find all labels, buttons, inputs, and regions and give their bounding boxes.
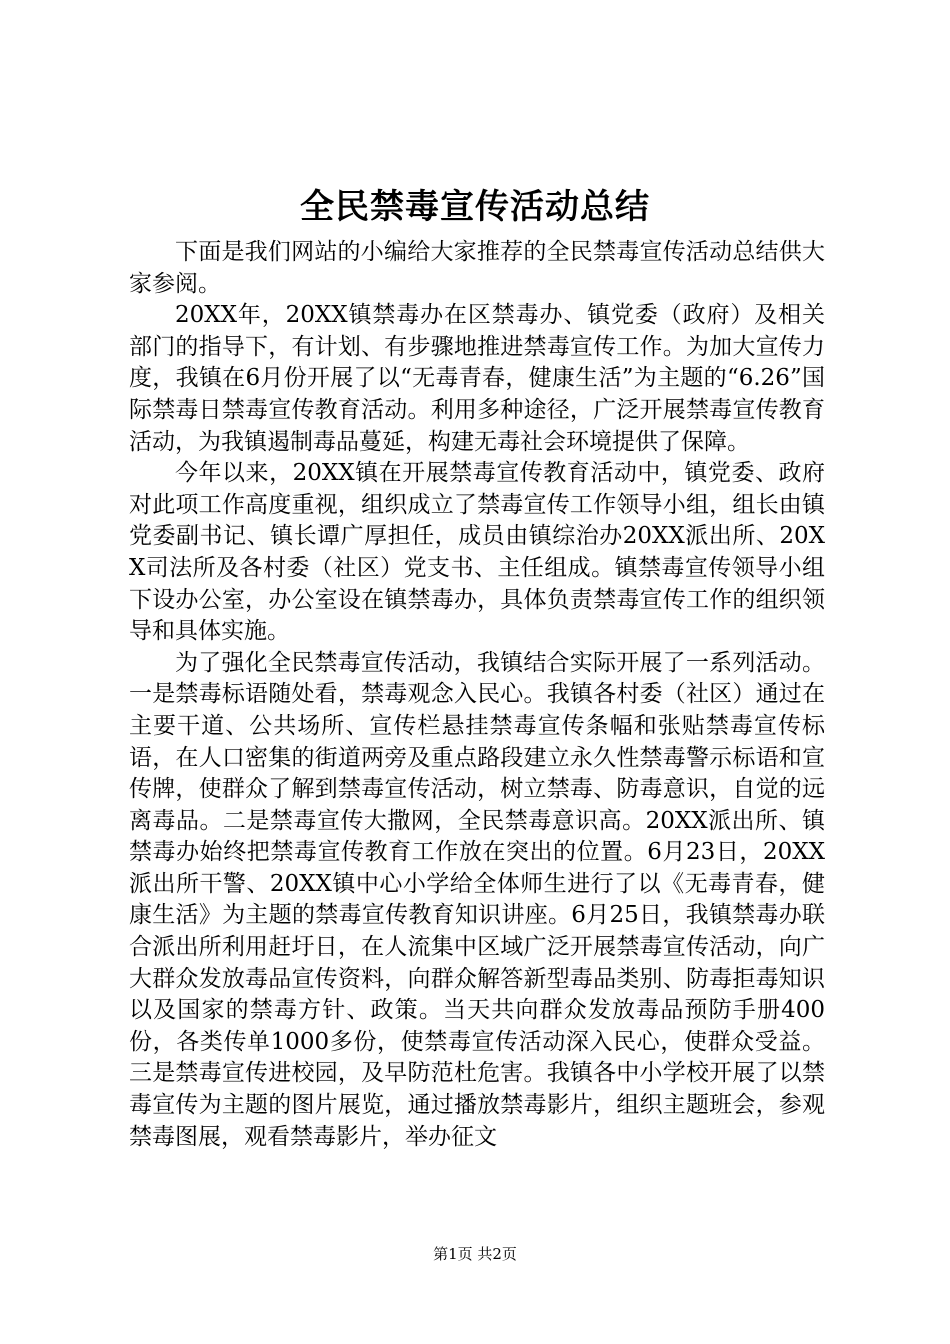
document-body [129, 237, 825, 1153]
document-title: 全民禁毒宣传活动总结 [300, 187, 650, 227]
paragraph-overview: 20XX年，20XX镇禁毒办在区禁毒办、镇党委（政府）及相关部门的指导下，有计划、有步骤地推进禁毒宣传工作。为加大宣传力度，我镇在6月份开展了以“无毒青春，健康生活”为主题的“6.26”国际禁毒日禁毒宣传教育活动。利用多种途径，广泛开展禁毒宣传教育活动，为我镇遏制毒品蔓延，构建无毒社会环境提供了保障。 [129, 302, 825, 455]
paragraph-organization: 今年以来，20XX镇在开展禁毒宣传教育活动中，镇党委、政府对此项工作高度重视，组织成立了禁毒宣传工作领导小组，组长由镇党委副书记、镇长谭广厚担任，成员由镇综治办20XX派出所、20XX司法所及各村委（社区）党支书、主任组成。镇禁毒宣传领导小组下设办公室，办公室设在镇禁毒办，具体负责禁毒宣传工作的组织领导和具体实施。 [129, 460, 825, 645]
paragraph-activities: 为了强化全民禁毒宣传活动，我镇结合实际开展了一系列活动。一是禁毒标语随处看，禁毒观念入民心。我镇各村委（社区）通过在主要干道、公共场所、宣传栏悬挂禁毒宣传条幅和张贴禁毒宣传标语，在人口密集的街道两旁及重点路段建立永久性禁毒警示标语和宣传牌，使群众了解到禁毒宣传活动，树立禁毒、防毒意识，自觉的远离毒品。二是禁毒宣传大撒网，全民禁毒意识高。20XX派出所、镇禁毒办始终把禁毒宣传教育工作放在突出的位置。6月23日，20XX派出所干警、20XX镇中心小学给全体师生进行了以《无毒青春，健康生活》为主题的禁毒宣传教育知识讲座。6月25日，我镇禁毒办联合派出所利用赶圩日，在人流集中区域广泛开展禁毒宣传活动，向广大群众发放毒品宣传资料，向群众解答新型毒品类别、防毒拒毒知识以及国家的禁毒方针、政策。当天共向群众发放毒品预防手册400份，各类传单1000多份，使禁毒宣传活动深入民心，使群众受益。三是禁毒宣传进校园，及早防范杜危害。我镇各中小学校开展了以禁毒宣传为主题的图片展览，通过播放禁毒影片，组织主题班会，参观禁毒图展，观看禁毒影片，举办征文 [129, 649, 825, 1150]
paragraph-intro: 下面是我们网站的小编给大家推荐的全民禁毒宣传活动总结供大家参阅。 [129, 239, 825, 297]
page-number-footer: 第1页 共2页 [433, 1245, 517, 1263]
